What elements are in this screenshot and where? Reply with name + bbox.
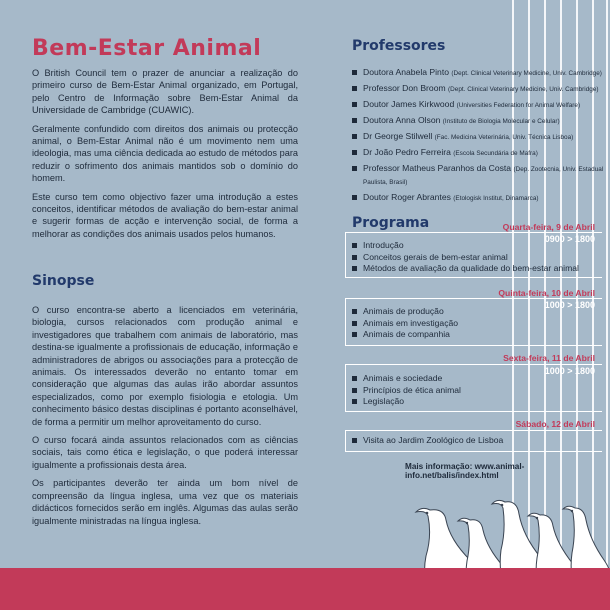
professor-affiliation: (Escola Secundária de Mafra) xyxy=(453,149,538,157)
sinopse-paragraph: O curso focará ainda assuntos relacionados com as ciências sociais, tais como ética e legislação, o que poderá interessar igualmente a profissionais desta área. xyxy=(32,435,298,470)
professor-name: Doutora Anna Olson xyxy=(363,114,441,125)
professores-list xyxy=(352,67,608,208)
professor-name: Doutor Roger Abrantes xyxy=(363,191,451,202)
day-time: 1000 > 1800 xyxy=(544,300,595,310)
list-item: Introdução xyxy=(352,240,602,251)
professor-name: Professor Matheus Paranhos da Costa xyxy=(363,162,512,173)
list-item: Animais e sociedade xyxy=(352,373,602,384)
list-item: Animais de companhia xyxy=(352,329,602,340)
professor-affiliation: (Fac. Medicina Veterinária, Univ. Técnica Lisboa) xyxy=(434,133,574,141)
sinopse-heading: Sinopse xyxy=(32,273,95,289)
intro-section xyxy=(32,67,298,246)
list-item: Métodos de avaliação da qualidade do bem-estar animal xyxy=(352,263,602,274)
professor-name: Doutor James Kirkwood xyxy=(363,98,455,109)
list-item xyxy=(352,83,608,96)
program-list xyxy=(352,435,602,447)
page-title: Bem-Estar Animal xyxy=(32,36,262,61)
list-item: Animais de produção xyxy=(352,306,602,317)
list-item xyxy=(352,192,608,205)
professor-affiliation: (Etologisk Institut, Dinamarca) xyxy=(453,194,539,202)
professor-name: Professor Don Broom xyxy=(363,82,446,93)
program-list xyxy=(352,240,602,275)
professor-name: Dr George Stilwell xyxy=(363,130,433,141)
program-list xyxy=(352,373,602,408)
list-item xyxy=(352,115,608,128)
professor-name: Dr João Pedro Ferreira xyxy=(363,146,451,157)
list-item: Visita ao Jardim Zoológico de Lisboa xyxy=(352,435,602,446)
intro-paragraph: Geralmente confundido com direitos dos animais ou protecção animal, o Bem-Estar Animal não é um movimento nem uma ideologia, mas uma ciência dedicada ao estudo de métodos para reduzir o sofrimento dos animais mantidos sob o domínio do homem. xyxy=(32,123,298,184)
professor-affiliation: (Universities Federation for Animal Welfare) xyxy=(456,101,581,109)
list-item: Animais em investigação xyxy=(352,318,602,329)
list-item: Conceitos gerais de bem-estar animal xyxy=(352,252,602,263)
sinopse-paragraph: O curso encontra-se aberto a licenciados em veterinária, biologia, cursos relacionados com produção animal e investigadores que trabalhem com animais de laboratório, mas destina-se igualmente a profissionais de educação, informação e administradores de abrigos ou associações para a protecção de animais. Os interessados deverão no entanto tomar em consideração que algumas das aulas irão abordar assuntos especializados, como por exemplo fisiologia e etologia. Um conhecimento básico destas disciplinas é portanto aconselhável, de forma a permitir um melhor aproveitamento do curso. xyxy=(32,305,298,427)
professor-affiliation: (Dept. Clinical Veterinary Medicine, Univ. Cambridge) xyxy=(451,70,602,77)
day-label: Sábado, 12 de Abril xyxy=(515,419,595,429)
day-time: 0900 > 1800 xyxy=(544,234,595,244)
list-item xyxy=(352,67,608,80)
list-item xyxy=(352,147,608,160)
program-list xyxy=(352,306,602,341)
day-label: Sexta-feira, 11 de Abril xyxy=(503,353,595,363)
programa-heading: Programa xyxy=(352,215,430,231)
professor-affiliation: (Dept. Clinical Veterinary Medicine, Univ. Cambridge) xyxy=(448,85,599,93)
sinopse-section xyxy=(32,304,298,533)
more-info-link[interactable]: Mais informação: www.animal-info.net/balis/index.html xyxy=(405,462,525,480)
intro-paragraph: O British Council tem o prazer de anunciar a realização do primeiro curso de Bem-Estar Animal organizado, em Portugal, pelo Centro de Informação sobre Bem-Estar Animal da Universidade de Cambridge (CUAWIC). xyxy=(32,68,298,116)
intro-paragraph: Este curso tem como objectivo fazer uma introdução a estes conceitos, identificar métodos de avaliação do bem-estar animal e sugerir formas de acção e intervenção social, de forma a melhorar as condições dos animais usados pelos humanos. xyxy=(32,191,298,239)
list-item xyxy=(352,163,608,189)
professor-name: Doutora Anabela Pinto xyxy=(363,67,450,77)
list-item xyxy=(352,131,608,144)
day-label: Quarta-feira, 9 de Abril xyxy=(502,222,595,232)
day-time: 1000 > 1800 xyxy=(544,366,595,376)
day-label: Quinta-feira, 10 de Abril xyxy=(498,288,595,298)
professores-heading: Professores xyxy=(352,38,446,54)
professor-affiliation: (Dep. Zootecnia, Univ. Estadual Paulista, Brasil) xyxy=(363,165,604,186)
professor-affiliation: (Instituto de Biologia Molecular e Celular) xyxy=(442,117,560,125)
bottom-band xyxy=(0,568,610,610)
sinopse-paragraph: Os participantes deverão ter ainda um bom nível de compreensão da língua inglesa, uma vez que os materiais didácticos fornecidos serão em inglês. Algumas das aulas serão igualmente ministradas na língua inglesa. xyxy=(32,478,298,526)
list-item: Legislação xyxy=(352,396,602,407)
list-item xyxy=(352,99,608,112)
list-item: Princípios de ética animal xyxy=(352,385,602,396)
